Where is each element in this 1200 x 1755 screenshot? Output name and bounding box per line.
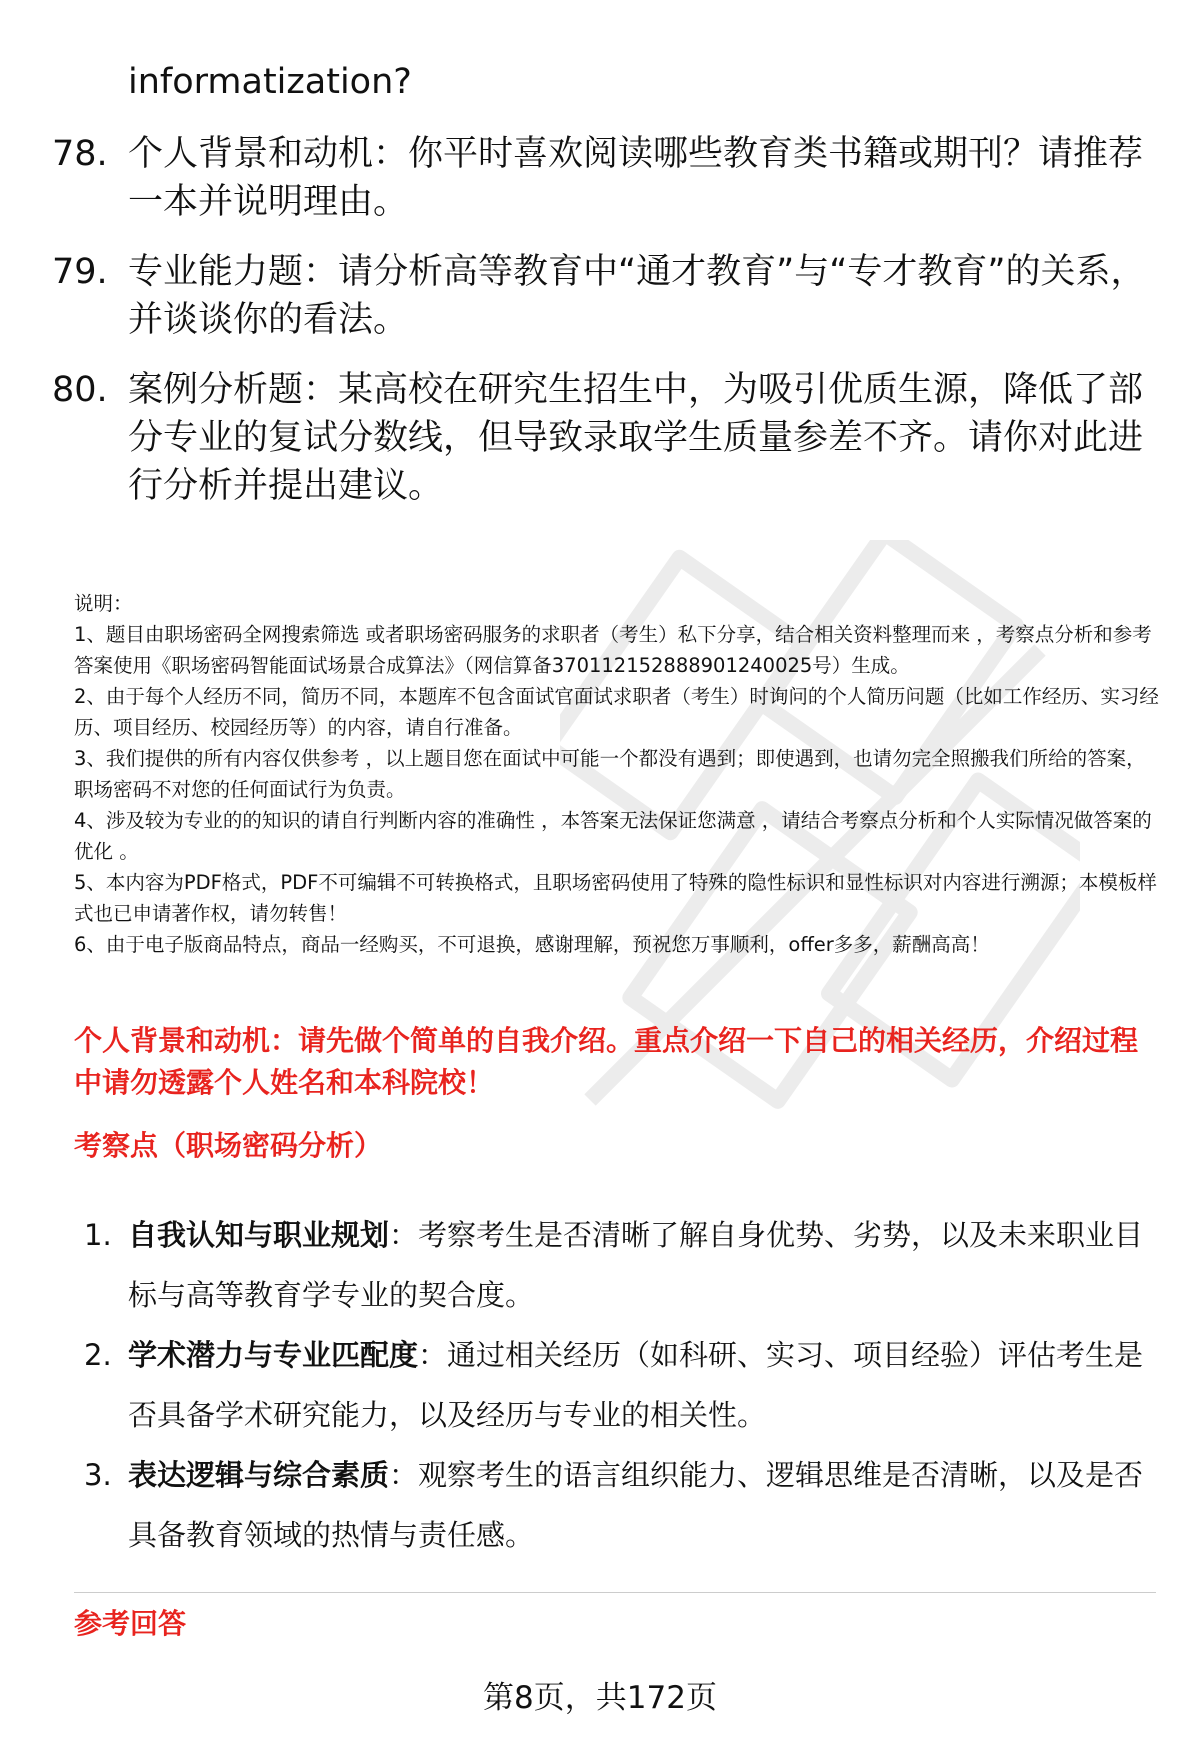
- question-number: 78.: [52, 134, 108, 174]
- question-item: [52, 130, 1148, 226]
- analysis-item-text: 观察考生的语言组织能力、逻辑思维是否清晰，以及是否具备教育领域的热情与责任感。: [128, 1458, 1144, 1552]
- analysis-item-text: 考察考生是否清晰了解自身优势、劣势，以及未来职业目标与高等教育学专业的契合度。: [128, 1218, 1144, 1312]
- note-line: 6、由于电子版商品特点，商品一经购买，不可退换，感谢理解，预祝您万事顺利，offer多多，薪酬高高！: [74, 933, 990, 956]
- analysis-item-separator: ：: [418, 1338, 448, 1372]
- analysis-heading: 考察点（职场密码分析）: [74, 1129, 383, 1162]
- analysis-item: [84, 1205, 1158, 1325]
- question-number: 79.: [52, 252, 108, 292]
- question-text: 个人背景和动机：你平时喜欢阅读哪些教育类书籍或期刊？请推荐一本并说明理由。: [128, 134, 1144, 222]
- note-line: 1、题目由职场密码全网搜索筛选 或者职场密码服务的求职者（考生）私下分享，结合相关资料整理而来 ，考察点分析和参考答案使用《职场密码智能面试场景合成算法》（网信算备370112152888901240025号）生成。: [74, 623, 1152, 677]
- analysis-list: [84, 1205, 1158, 1565]
- answer-heading: 参考回答: [74, 1607, 187, 1640]
- analysis-item-number: 2.: [84, 1338, 112, 1372]
- analysis-item-number: 1.: [84, 1218, 112, 1252]
- analysis-item-title: 自我认知与职业规划: [128, 1218, 390, 1252]
- note-line: 4、涉及较为专业的的知识的请自行判断内容的准确性 ，本答案无法保证您满意 ，请结合考察点分析和个人实际情况做答案的优化 。: [74, 809, 1152, 863]
- note-line: 5、本内容为PDF格式，PDF不可编辑不可转换格式，且职场密码使用了特殊的隐性标识和显性标识对内容进行溯源；本模板样式也已申请著作权，请勿转售！: [74, 871, 1157, 925]
- question-item: [52, 366, 1148, 510]
- question-text: 案例分析题：某高校在研究生招生中，为吸引优质生源，降低了部分专业的复试分数线，但导致录取学生质量参差不齐。请你对此进行分析并提出建议。: [128, 370, 1144, 506]
- page-footer: 第8页，共172页: [483, 1680, 717, 1716]
- interview-prompt: 个人背景和动机：请先做个简单的自我介绍。重点介绍一下自己的相关经历，介绍过程中请勿透露个人姓名和本科院校！: [74, 1024, 1139, 1099]
- analysis-item: [84, 1325, 1158, 1445]
- analysis-item-title: 表达逻辑与综合素质: [128, 1458, 390, 1492]
- note-line: 2、由于每个人经历不同，简历不同，本题库不包含面试官面试求职者（考生）时询问的个人简历问题（比如工作经历、实习经历、项目经历、校园经历等）的内容，请自行准备。: [74, 685, 1159, 739]
- question-number: 80.: [52, 370, 108, 410]
- analysis-item-number: 3.: [84, 1458, 112, 1492]
- analysis-item-text: 通过相关经历（如科研、实习、项目经验）评估考生是否具备学术研究能力，以及经历与专业的相关性。: [128, 1338, 1144, 1432]
- question-text: 专业能力题：请分析高等教育中“通才教育”与“专才教育”的关系，并谈谈你的看法。: [128, 252, 1146, 340]
- analysis-item-separator: ：: [389, 1458, 419, 1492]
- analysis-item-title: 学术潜力与专业匹配度: [128, 1338, 419, 1372]
- analysis-item: [84, 1445, 1158, 1565]
- analysis-item-separator: ：: [389, 1218, 419, 1252]
- notes-title: 说明：: [74, 592, 133, 615]
- notes-section: [74, 588, 1164, 960]
- section-divider: [74, 1592, 1156, 1593]
- note-line: 3、我们提供的所有内容仅供参考 ，以上题目您在面试中可能一个都没有遇到；即使遇到，也请勿完全照搬我们所给的答案，职场密码不对您的任何面试行为负责。: [74, 747, 1146, 801]
- question-item: [52, 248, 1148, 344]
- question-continuation: informatization?: [128, 62, 412, 102]
